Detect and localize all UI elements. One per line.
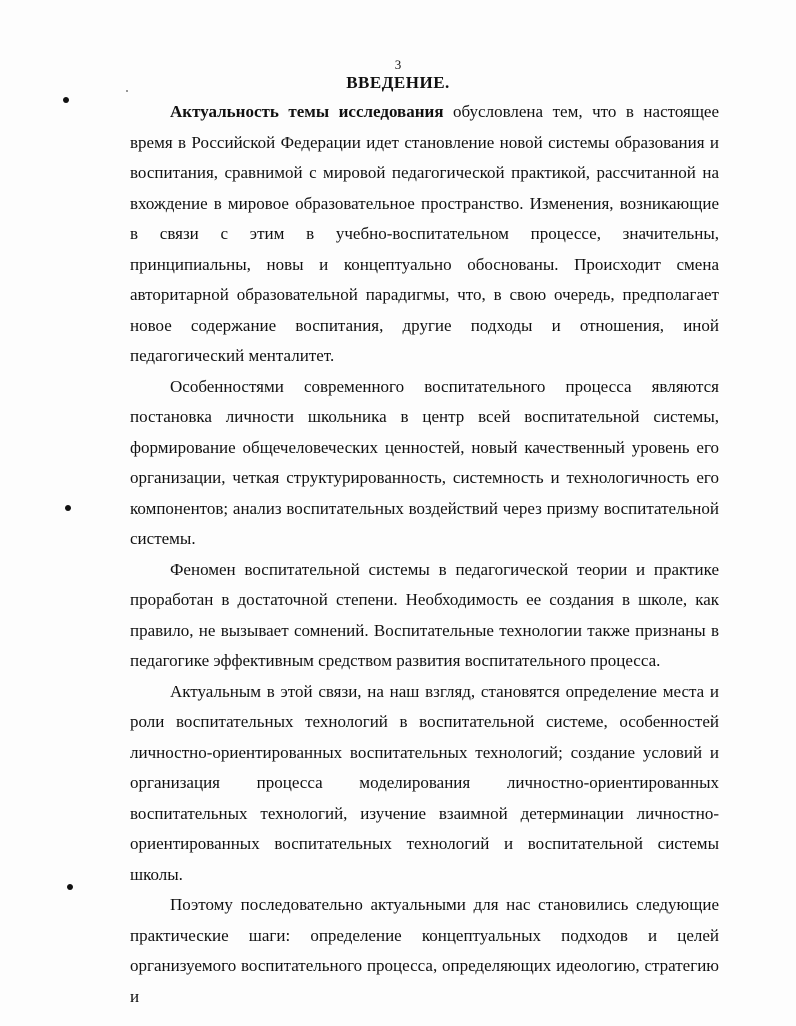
body-text bbox=[130, 97, 719, 1012]
section-title: ВВЕДЕНИЕ. bbox=[346, 73, 450, 92]
binding-hole-mark bbox=[65, 505, 71, 511]
page-number: 3 bbox=[394, 57, 402, 72]
binding-hole-mark bbox=[63, 97, 69, 103]
paragraph: Феномен воспитательной системы в педагогической теории и практике проработан в достаточной степени. Необходимость ее создания в школе, как правило, не вызывает сомнений. Воспитательные технологии также признаны в педагогике эффективным средством развития воспитательного процесса. bbox=[130, 559, 719, 670]
paragraph: Особенностями современного воспитательного процесса являются постановка личности школьника в центр всей воспитательной системы, формирование общечеловеческих ценностей, новый качественный уровень его организации, четкая структурированность, системность и технологичность его компонентов; анализ воспитательных воздействий через призму воспитательной системы. bbox=[130, 376, 719, 548]
paragraph: Поэтому последовательно актуальными для нас становились следующие практические шаги: определение концептуальных подходов и целей организуемого воспитательного процесса, определяющих идеологию, стратегию и bbox=[130, 895, 719, 1006]
paragraph-text: обусловлена тем, что в настоящее время в Российской Федерации идет становление новой системы образования и воспитания, сравнимой с мировой педагогической практикой, рассчитанной на вхождение в мировое образовательное пространство. Изменения, возникающие в связи с этим в учебно-воспитательном процессе, значительны, принципиальны, новы и концептуально обоснованы. Происходит смена авторитарной образовательной парадигмы, что, в свою очередь, предполагает новое содержание воспитания, другие подходы и отношения, иной педагогический менталитет. bbox=[130, 102, 720, 365]
scan-speck bbox=[126, 90, 128, 92]
paragraph: Актуальным в этой связи, на наш взгляд, становятся определение места и роли воспитательных технологий в воспитательной системе, особенностей личностно-ориентированных воспитательных технологий; создание условий и организация процесса моделирования личностно-ориентированных воспитательных технологий, изучение взаимной детерминации личностно-ориентированных воспитательных технологий и воспитательной системы школы. bbox=[130, 681, 719, 884]
paragraph bbox=[130, 97, 719, 372]
paragraph-lead: Актуальность темы исследования bbox=[170, 102, 444, 121]
binding-hole-mark bbox=[67, 884, 73, 890]
